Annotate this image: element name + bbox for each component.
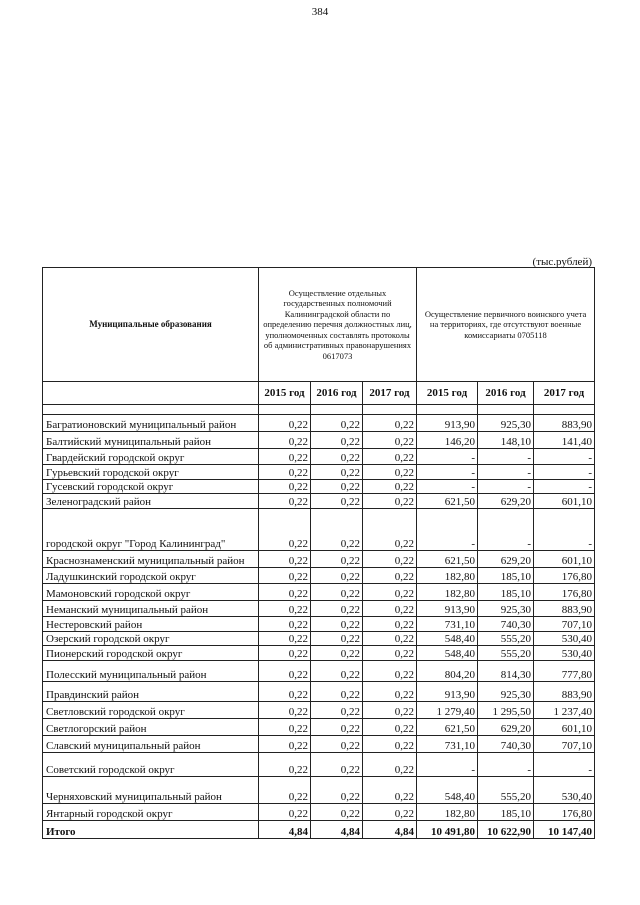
value-cell: 0,22 [311,719,363,736]
table-row [43,584,595,601]
total-value: 4,84 [311,821,363,839]
value-cell: 548,40 [417,632,478,646]
value-cell: 0,22 [259,682,311,702]
value-cell: 0,22 [363,584,417,601]
value-cell: 0,22 [311,632,363,646]
value-cell: 0,22 [311,494,363,509]
total-value: 10 491,80 [417,821,478,839]
municipality-name: Пионерский городской округ [43,646,259,661]
municipality-name: Черняховский муниципальный район [43,777,259,804]
total-value: 10 147,40 [534,821,595,839]
value-cell: 0,22 [259,480,311,494]
value-cell: 0,22 [311,753,363,777]
municipality-name: Янтарный городской округ [43,804,259,821]
value-cell: - [534,480,595,494]
value-cell: 601,10 [534,719,595,736]
value-cell: 731,10 [417,736,478,753]
value-cell: 1 237,40 [534,702,595,719]
value-cell: 0,22 [259,494,311,509]
municipality-name: Мамоновский городской округ [43,584,259,601]
value-cell: 530,40 [534,646,595,661]
municipality-name: Светлогорский район [43,719,259,736]
value-cell: - [534,509,595,551]
table-row [43,449,595,465]
municipality-name: Славский муниципальный район [43,736,259,753]
value-cell: 0,22 [363,494,417,509]
value-cell: - [417,509,478,551]
value-cell: 621,50 [417,494,478,509]
value-cell: 0,22 [259,465,311,480]
value-cell: 148,10 [478,432,534,449]
year-header: 2015 год [259,382,311,405]
value-cell: 0,22 [259,804,311,821]
value-cell: 0,22 [259,661,311,682]
value-cell: 0,22 [311,702,363,719]
table-row [43,719,595,736]
municipality-name: Зеленоградский район [43,494,259,509]
value-cell: 0,22 [311,601,363,617]
table-row [43,632,595,646]
value-cell: 913,90 [417,415,478,432]
municipality-name: Краснознаменский муниципальный район [43,551,259,568]
value-cell: 555,20 [478,646,534,661]
value-cell: 146,20 [417,432,478,449]
table-row [43,480,595,494]
value-cell: 883,90 [534,601,595,617]
value-cell: - [478,509,534,551]
value-cell: 0,22 [259,632,311,646]
value-cell: 0,22 [363,568,417,584]
value-cell: 0,22 [311,736,363,753]
table-row [43,568,595,584]
value-cell: 0,22 [311,682,363,702]
value-cell: 0,22 [259,736,311,753]
value-cell: - [478,753,534,777]
municipality-name: Неманский муниципальный район [43,601,259,617]
value-cell: - [534,753,595,777]
value-cell: 1 279,40 [417,702,478,719]
municipality-name: Гурьевский городской округ [43,465,259,480]
table-row [43,432,595,449]
municipality-name: Светловский городской округ [43,702,259,719]
municipality-name: Ладушкинский городской округ [43,568,259,584]
value-cell: 0,22 [259,646,311,661]
value-cell: 0,22 [311,480,363,494]
value-cell: 0,22 [259,719,311,736]
value-cell: - [417,480,478,494]
value-cell: 185,10 [478,584,534,601]
value-cell: 0,22 [363,777,417,804]
value-cell: 804,20 [417,661,478,682]
value-cell: 0,22 [259,753,311,777]
year-header: 2016 год [311,382,363,405]
value-cell: 182,80 [417,568,478,584]
value-cell: - [534,449,595,465]
value-cell: 0,22 [311,617,363,632]
value-cell: 0,22 [363,480,417,494]
value-cell: 913,90 [417,682,478,702]
municipality-name: Советский городской округ [43,753,259,777]
value-cell: 0,22 [363,551,417,568]
value-cell: 0,22 [363,449,417,465]
municipality-name: Балтийский муниципальный район [43,432,259,449]
municipality-name: Багратионовский муниципальный район [43,415,259,432]
table-row [43,551,595,568]
municipality-name: Гусевский городской округ [43,480,259,494]
municipality-name: Правдинский район [43,682,259,702]
value-cell: 548,40 [417,646,478,661]
value-cell: 0,22 [259,449,311,465]
year-header: 2016 год [478,382,534,405]
municipality-name: Нестеровский район [43,617,259,632]
value-cell: 0,22 [311,415,363,432]
municipality-name: Гвардейский городской округ [43,449,259,465]
value-cell: 182,80 [417,804,478,821]
col-header-municipality: Муниципальные образования [43,268,259,382]
value-cell: 0,22 [311,509,363,551]
table-row [43,661,595,682]
table-row [43,682,595,702]
value-cell: 176,80 [534,568,595,584]
value-cell: 548,40 [417,777,478,804]
value-cell: 0,22 [363,617,417,632]
value-cell: 0,22 [311,465,363,480]
value-cell: 530,40 [534,777,595,804]
value-cell: 629,20 [478,551,534,568]
table-row [43,804,595,821]
value-cell: 883,90 [534,682,595,702]
value-cell: 0,22 [363,682,417,702]
value-cell: - [478,465,534,480]
unit-label: (тыс.рублей) [532,256,592,268]
value-cell: 731,10 [417,617,478,632]
municipality-name: Озерский городской округ [43,632,259,646]
table-row [43,736,595,753]
value-cell: 0,22 [311,804,363,821]
value-cell: 0,22 [311,584,363,601]
value-cell: 0,22 [363,415,417,432]
value-cell: 601,10 [534,551,595,568]
value-cell: 707,10 [534,617,595,632]
value-cell: 555,20 [478,632,534,646]
total-label: Итого [43,821,259,839]
year-header: 2017 год [534,382,595,405]
value-cell: - [478,480,534,494]
value-cell: 182,80 [417,584,478,601]
table-row [43,601,595,617]
value-cell: 0,22 [259,702,311,719]
year-header: 2015 год [417,382,478,405]
value-cell: 913,90 [417,601,478,617]
value-cell: 0,22 [259,551,311,568]
value-cell: 0,22 [311,777,363,804]
table-row [43,415,595,432]
table-row [43,646,595,661]
year-header: 2017 год [363,382,417,405]
value-cell: 629,20 [478,494,534,509]
total-row [43,821,595,839]
value-cell: 0,22 [363,646,417,661]
value-cell: 707,10 [534,736,595,753]
value-cell: 925,30 [478,682,534,702]
value-cell: 0,22 [363,465,417,480]
municipality-name: городской округ "Город Калининград" [43,509,259,551]
value-cell: 0,22 [363,632,417,646]
value-cell: 629,20 [478,719,534,736]
value-cell: 0,22 [363,719,417,736]
value-cell: 740,30 [478,617,534,632]
table-row [43,617,595,632]
value-cell: 0,22 [259,509,311,551]
value-cell: 0,22 [363,702,417,719]
value-cell: 0,22 [311,568,363,584]
table-row [43,753,595,777]
value-cell: 0,22 [363,661,417,682]
municipality-name: Полесский муниципальный район [43,661,259,682]
value-cell: 0,22 [311,661,363,682]
value-cell: 0,22 [259,584,311,601]
value-cell: - [417,465,478,480]
group-header-admin-powers: Осуществление отдельных государственных полномочий Калининградской области по определению перечня должностных лиц, уполномоченных составлять протоколы об административных правонарушениях 0617073 [259,268,417,382]
table-row [43,702,595,719]
value-cell: 777,80 [534,661,595,682]
value-cell: - [478,449,534,465]
value-cell: 0,22 [311,551,363,568]
total-value: 4,84 [259,821,311,839]
value-cell: 925,30 [478,415,534,432]
table-row [43,509,595,551]
value-cell: 740,30 [478,736,534,753]
value-cell: 601,10 [534,494,595,509]
page-number: 384 [311,6,329,18]
value-cell: 0,22 [259,601,311,617]
value-cell: 1 295,50 [478,702,534,719]
total-value: 4,84 [363,821,417,839]
table-row [43,777,595,804]
value-cell: 0,22 [363,804,417,821]
value-cell: 176,80 [534,584,595,601]
value-cell: 621,50 [417,719,478,736]
group-header-military-registration: Осуществление первичного воинского учета на территориях, где отсутствуют военные комиссариаты 0705118 [417,268,595,382]
value-cell: 0,22 [363,753,417,777]
value-cell: 621,50 [417,551,478,568]
value-cell: 0,22 [259,415,311,432]
value-cell: 555,20 [478,777,534,804]
value-cell: 141,40 [534,432,595,449]
value-cell: 185,10 [478,568,534,584]
value-cell: - [534,465,595,480]
value-cell: 814,30 [478,661,534,682]
table-row [43,494,595,509]
value-cell: 176,80 [534,804,595,821]
value-cell: 0,22 [363,432,417,449]
value-cell: 0,22 [259,617,311,632]
value-cell: 185,10 [478,804,534,821]
budget-table [42,267,595,839]
value-cell: 530,40 [534,632,595,646]
value-cell: 0,22 [363,736,417,753]
value-cell: 883,90 [534,415,595,432]
value-cell: 0,22 [259,432,311,449]
value-cell: 0,22 [311,432,363,449]
value-cell: 0,22 [311,646,363,661]
value-cell: 925,30 [478,601,534,617]
total-value: 10 622,90 [478,821,534,839]
value-cell: 0,22 [363,601,417,617]
value-cell: 0,22 [311,449,363,465]
value-cell: - [417,449,478,465]
value-cell: - [417,753,478,777]
table-row [43,465,595,480]
value-cell: 0,22 [259,568,311,584]
value-cell: 0,22 [363,509,417,551]
value-cell: 0,22 [259,777,311,804]
